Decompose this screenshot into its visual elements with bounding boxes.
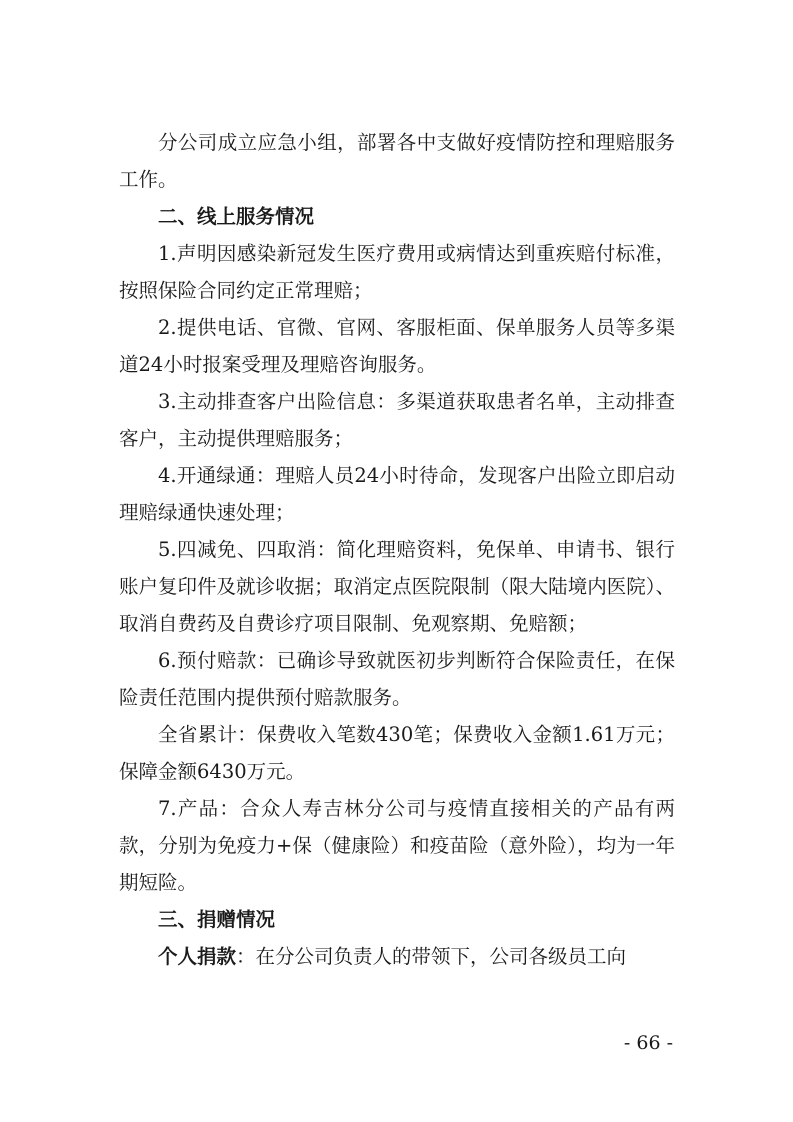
list-item-4-green-channel: 4.开通绿通：理赔人员24小时待命，发现客户出险立即启动理赔绿通快速处理； — [119, 464, 675, 524]
paragraph-personal-donations — [119, 938, 675, 975]
document-body — [119, 124, 675, 975]
list-item-2-service-channels: 2.提供电话、官微、官网、客服柜面、保单服务人员等多渠道24小时报案受理及理赔咨询服务。 — [119, 316, 675, 376]
list-item-6-advance-payment: 6.预付赔款：已确诊导致就医初步判断符合保险责任，在保险责任范围内提供预付赔款服务。 — [119, 649, 675, 709]
list-item-5-waivers: 5.四减免、四取消：简化理赔资料，免保单、申请书、银行账户复印件及就诊收据；取消定点医院限制（限大陆境内医院）、取消自费药及自费诊疗项目限制、免观察期、免赔额； — [119, 538, 675, 635]
list-item-1-claims-statement: 1.声明因感染新冠发生医疗费用或病情达到重疾赔付标准，按照保险合同约定正常理赔； — [119, 242, 675, 302]
page-number: - 66 - — [623, 1032, 673, 1054]
paragraph-emergency-team: 分公司成立应急小组，部署各中支做好疫情防控和理赔服务工作。 — [119, 131, 675, 191]
list-item-7-products: 7.产品：合众人寿吉林分公司与疫情直接相关的产品有两款，分别为免疫力+保（健康险）和疫苗险（意外险），均为一年期短险。 — [119, 797, 675, 894]
list-item-3-proactive-screening: 3.主动排查客户出险信息：多渠道获取患者名单，主动排查客户，主动提供理赔服务； — [119, 390, 675, 450]
section-heading-donations: 三、捐赠情况 — [158, 908, 276, 931]
personal-donations-text: ：在分公司负责人的带领下，公司各级员工向 — [236, 945, 627, 968]
paragraph-province-totals: 全省累计：保费收入笔数430笔；保费收入金额1.61万元；保障金额6430万元。 — [119, 723, 675, 783]
personal-donations-lead: 个人捐款 — [158, 945, 237, 968]
section-heading-online-services: 二、线上服务情况 — [158, 205, 315, 228]
